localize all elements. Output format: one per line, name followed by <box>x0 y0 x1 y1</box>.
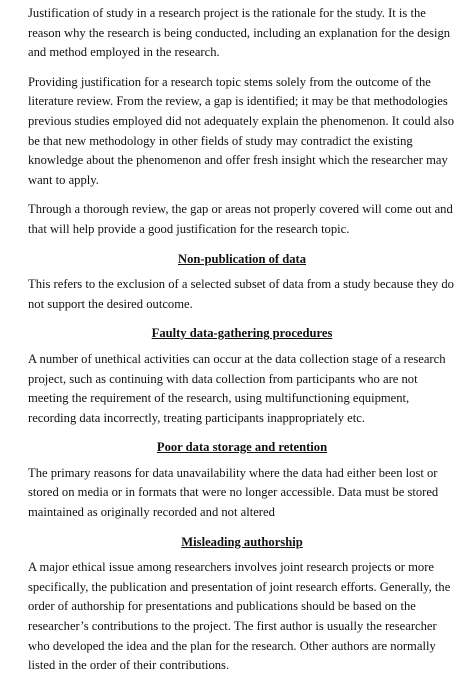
paragraph-line: Justification of study in a research project is the rationale for the study. It is the <box>28 6 426 20</box>
paragraph-line: stored on media or in formats that were no longer accessible. Data must be stored <box>28 485 439 500</box>
body-paragraph <box>28 464 456 523</box>
section-heading: Misleading authorship <box>181 534 303 549</box>
paragraph-line: project, such as continuing with data collection from participants who are not <box>28 371 418 386</box>
paragraph-line: not support the desired outcome. <box>28 296 193 311</box>
paragraph-line: order of authorship for presentations and publications should be based on the <box>28 599 416 614</box>
body-paragraph <box>28 275 456 314</box>
paragraph-line: reason why the research is being conducted, including an explanation for the design <box>28 25 451 40</box>
paragraph-line: This refers to the exclusion of a selected subset of data from a study because they do <box>28 277 454 292</box>
body-paragraph <box>28 558 456 676</box>
paragraph-line: knowledge about the phenomenon and offer fresh insight which the researcher may <box>28 153 448 168</box>
body-paragraph <box>28 200 456 239</box>
body-paragraph <box>28 4 456 63</box>
paragraph-line: that will help provide a good justification for the research topic. <box>28 221 350 236</box>
paragraph-line: A number of unethical activities can occur at the data collection stage of a research <box>28 351 446 366</box>
document-page <box>28 4 456 686</box>
paragraph-line: researcher’s contributions to the project. The first author is usually the researcher <box>28 619 437 634</box>
paragraph-line: who developed the idea and the plan for the research. Other authors are normally <box>28 638 436 653</box>
section-heading: Non-publication of data <box>177 251 307 266</box>
paragraph-line: listed in the order of their contributions. <box>28 658 230 673</box>
paragraph-line: want to apply. <box>28 172 99 187</box>
body-paragraph <box>28 73 456 191</box>
paragraph-line: The primary reasons for data unavailability where the data had either been lost or <box>28 465 438 480</box>
paragraph-line: specifically, the publication and presentation of joint research efforts. Generally, the <box>28 579 451 594</box>
paragraph-line: maintained as originally recorded and not altered <box>28 505 275 520</box>
paragraph-line: previous studies employed did not adequately explain the phenomenon. It could also <box>28 113 454 128</box>
body-paragraph <box>28 350 456 428</box>
paragraph-line: meeting the requirement of the research, using multifunctioning equipment, <box>28 391 410 406</box>
paragraph-line: Through a thorough review, the gap or areas not properly covered will come out and <box>28 202 453 217</box>
paragraph-line: Providing justification for a research topic stems solely from the outcome of the <box>28 74 431 89</box>
section-heading: Faulty data-gathering procedures <box>151 326 333 341</box>
paragraph-line: A major ethical issue among researchers involves joint research projects or more <box>28 560 435 575</box>
section-heading: Poor data storage and retention <box>156 440 328 455</box>
paragraph-line: recording data incorrectly, treating participants inappropriately etc. <box>28 410 365 425</box>
paragraph-line: be that new methodology in other fields of study may contradict the existing <box>28 133 413 148</box>
paragraph-line: literature review. From the review, a gap is identified; it may be that methodologies <box>28 94 448 109</box>
paragraph-line: and method employed in the research. <box>28 45 220 60</box>
